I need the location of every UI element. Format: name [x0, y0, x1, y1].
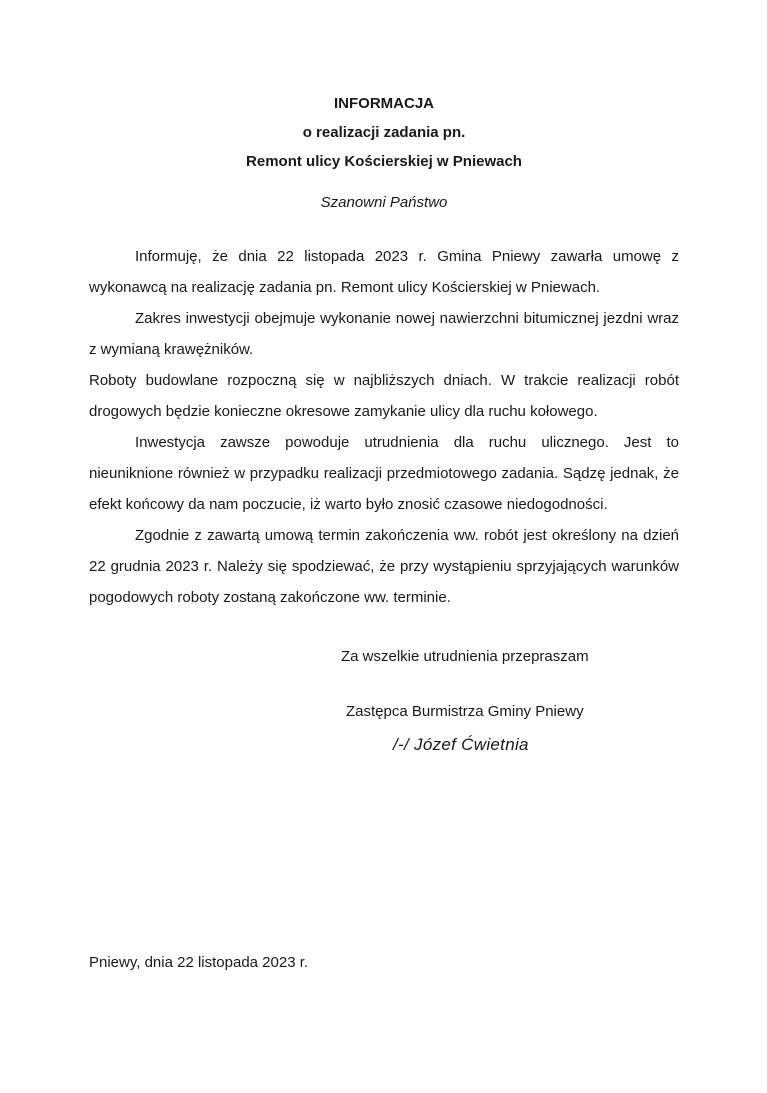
document-title: INFORMACJA — [334, 95, 434, 112]
document-subtitle: o realizacji zadania pn. — [302, 124, 466, 141]
paragraph-difficulties: Inwestycja zawsze powoduje utrudnienia dla ruchu ulicznego. Jest to nieuniknione również w przypadku realizacji przedmiotowego zadania. Sądzę jednak, że efekt końcowy da nam poczucie, iż warto było znosić czasowe niedogodności. — [89, 434, 679, 513]
task-name: Remont ulicy Kościerskiej w Pniewach — [246, 153, 522, 170]
salutation: Szanowni Państwo — [320, 194, 448, 211]
paragraph-scope: Zakres inwestycji obejmuje wykonanie nowej nawierzchni bitumicznej jezdni wraz z wymianą krawężników. — [89, 310, 679, 358]
document-body — [89, 241, 679, 613]
signatory-title: Zastępca Burmistrza Gminy Pniewy — [346, 703, 584, 720]
paragraph-deadline: Zgodnie z zawartą umową termin zakończenia ww. robót jest określony na dzień 22 grudnia 2023 r. Należy się spodziewać, że przy wystąpieniu sprzyjających warunków pogodowych roboty zostaną zakończone ww. terminie. — [89, 527, 679, 606]
signature: /-/ Józef Ćwietnia — [393, 735, 529, 754]
place-and-date: Pniewy, dnia 22 listopada 2023 r. — [89, 954, 309, 971]
paragraph-works: Roboty budowlane rozpoczną się w najbliższych dniach. W trakcie realizacji robót drogowych będzie konieczne okresowe zamykanie ulicy dla ruchu kołowego. — [89, 372, 679, 420]
paragraph-contract: Informuję, że dnia 22 listopada 2023 r. Gmina Pniewy zawarła umowę z wykonawcą na realizację zadania pn. Remont ulicy Kościerskiej w Pniewach. — [89, 248, 679, 296]
closing-apology: Za wszelkie utrudnienia przepraszam — [341, 648, 589, 665]
document-header — [0, 89, 768, 176]
